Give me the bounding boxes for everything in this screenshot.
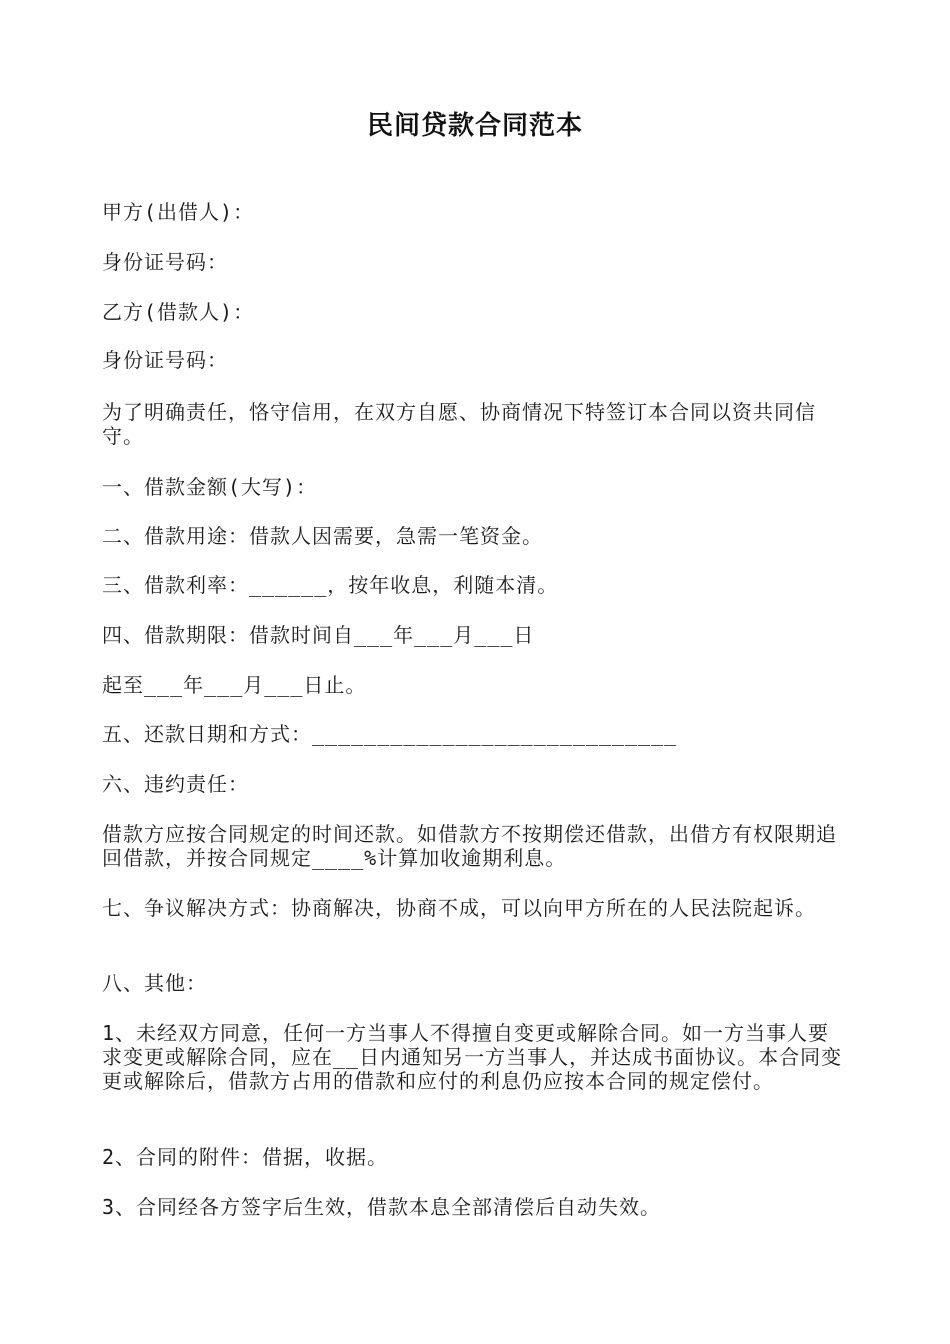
clause-loan-term-end: 起至___年___月___日止。: [102, 673, 367, 697]
clause-other-item-1: 1、未经双方同意，任何一方当事人不得擅自变更或解除合同。如一方当事人要求变更或解除合同，应在__日内通知另一方当事人，并达成书面协议。本合同变更或解除后，借款方占用的借款和应付的利息仍应按本合同的规定偿付。: [102, 1021, 843, 1093]
clause-dispute-resolution: 七、争议解决方式：协商解决，协商不成，可以向甲方所在的人民法院起诉。: [102, 896, 816, 920]
party-b-id-number-line: 身份证号码：: [102, 348, 228, 372]
clause-breach-paragraph: 借款方应按合同规定的时间还款。如借款方不按期偿还借款，出借方有权限期追回借款，并按合同规定____%计算加收逾期利息。: [102, 822, 837, 870]
clause-repayment-method: 五、还款日期和方式：____________________________: [102, 722, 678, 746]
party-a-lender-line: 甲方(出借人)：: [102, 200, 255, 224]
clause-other-item-2: 2、合同的附件：借据，收据。: [102, 1145, 389, 1169]
clause-other-heading: 八、其他：: [102, 971, 207, 995]
party-b-borrower-line: 乙方(借款人)：: [102, 300, 255, 324]
preamble-paragraph: 为了明确责任，恪守信用，在双方自愿、协商情况下特签订本合同以资共同信守。: [102, 400, 816, 448]
clause-loan-purpose: 二、借款用途：借款人因需要，急需一笔资金。: [102, 524, 543, 548]
clause-other-item-3: 3、合同经各方签字后生效，借款本息全部清偿后自动失效。: [102, 1195, 662, 1219]
clause-loan-term-start: 四、借款期限：借款时间自___年___月___日: [102, 623, 535, 647]
clause-breach-heading: 六、违约责任：: [102, 772, 249, 796]
party-a-id-number-line: 身份证号码：: [102, 250, 228, 274]
clause-loan-amount: 一、借款金额(大写)：: [102, 475, 318, 499]
clause-interest-rate: 三、借款利率：______，按年收息，利随本清。: [102, 573, 559, 597]
document-title: 民间贷款合同范本: [366, 111, 583, 141]
